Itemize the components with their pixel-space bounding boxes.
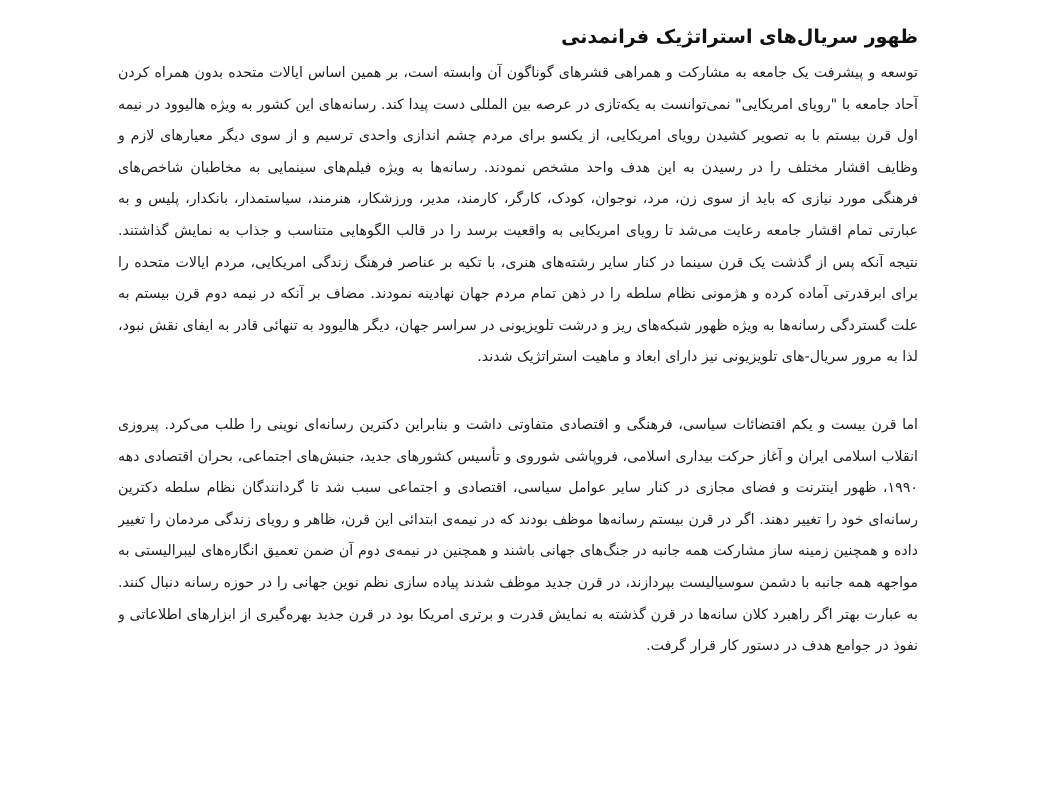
document-page [118, 20, 918, 686]
document-title: ظهور سریال‌های استراتژیک فرانمدنی [561, 26, 918, 48]
body-paragraph-1: توسعه و پیشرفت یک جامعه به مشارکت و همراهی قشرهای گوناگون آن وابسته است، بر همین اساس ایالات متحده بدون همراه کردن آحاد جامعه با "رویای امریکایی" نمی‌توانست به یکه‌تازی در عرصه بین المللی دست پیدا کند. رسانه‌های این کشور به ویژه هالیوود در نیمه اول قرن بیستم با به تصویر کشیدن رویای امریکایی، از یکسو برای مردم چشم اندازی واحدی ترسیم و از سوی دیگر معیارهای لازم و وظایف اقشار مختلف را در رسیدن به این هدف واحد مشخص نمودند. رسانه‌ها به ویژه فیلم‌های سینمایی به مخاطبان شاخص‌های فرهنگی مورد نیازی که باید از سوی زن، مرد، نوجوان، کودک، کارگر، کارمند، مدیر، ورزشکار، هنرمند، سیاستمدار، بانکدار، پلیس و به عبارتی تمام اقشار جامعه رعایت می‌شد تا رویای امریکایی به واقعیت برسد را در قالب الگوهایی متناسب و جذاب به نمایش گذاشتند. نتیجه آنکه پس از گذشت یک قرن سینما در کنار سایر رشته‌های هنری، با تکیه بر عناصر فرهنگ زندگی امریکایی، مردم ایالات متحده را برای ابرقدرتی آماده کرده و هژمونی نظام سلطه را در ذهن تمام مردم جهان نهادینه نمودند. مضاف بر آنکه در نیمه دوم قرن بیستم به علت گستردگی رسانه‌ها به ویژه ظهور شبکه‌های ریز و درشت تلویزیونی در سراسر جهان، دیگر هالیوود به تنهائی قادر به ایفای نقش نبود، لذا به مرور سریال-های تلویزیونی نیز دارای ابعاد و ماهیت استراتژیک شدند. [118, 65, 918, 366]
body-paragraph-2: اما قرن بیست و یکم اقتضائات سیاسی، فرهنگی و اقتصادی متفاوتی داشت و بنابراین دکترین رسانه‌ای نوینی را طلب می‌کرد. پیروزی انقلاب اسلامی ایران و آغاز حرکت بیداری اسلامی، فروپاشی شوروی و تأسیس کشورهای جدید، جنبش‌های اجتماعی، بحران اقتصادی دهه ۱۹۹۰، ظهور اینترنت و فضای مجازی در کنار سایر عوامل سیاسی، اقتصادی و اجتماعی سبب شد تا گردانندگان نظام سلطه دکترین رسانه‌ای خود را تغییر دهند. اگر در قرن بیستم رسانه‌ها موظف بودند که در نیمه‌ی ابتدائی این قرن، ظاهر و رویای زندگی مردمان را تغییر داده و همچنین زمینه ساز مشارکت همه جانبه در جنگ‌های جهانی باشند و همچنین در نیمه‌ی دوم آن ضمن تعمیق انگاره‌های لیبرالیستی به مواجهه همه جانبه با دشمن سوسیالیست بپردازند، در قرن جدید موظف شدند پیاده سازی نظم نوین جهانی را در حوزه رسانه دنبال کنند. به عبارت بهتر اگر راهبرد کلان سانه‌ها در قرن گذشته به نمایش قدرت و برتری امریکا بود در قرن جدید بهره‌گیری از ابزارهای اطلاعاتی و نفوذ در جوامع هدف در دستور کار قرار گرفت. [118, 416, 918, 655]
